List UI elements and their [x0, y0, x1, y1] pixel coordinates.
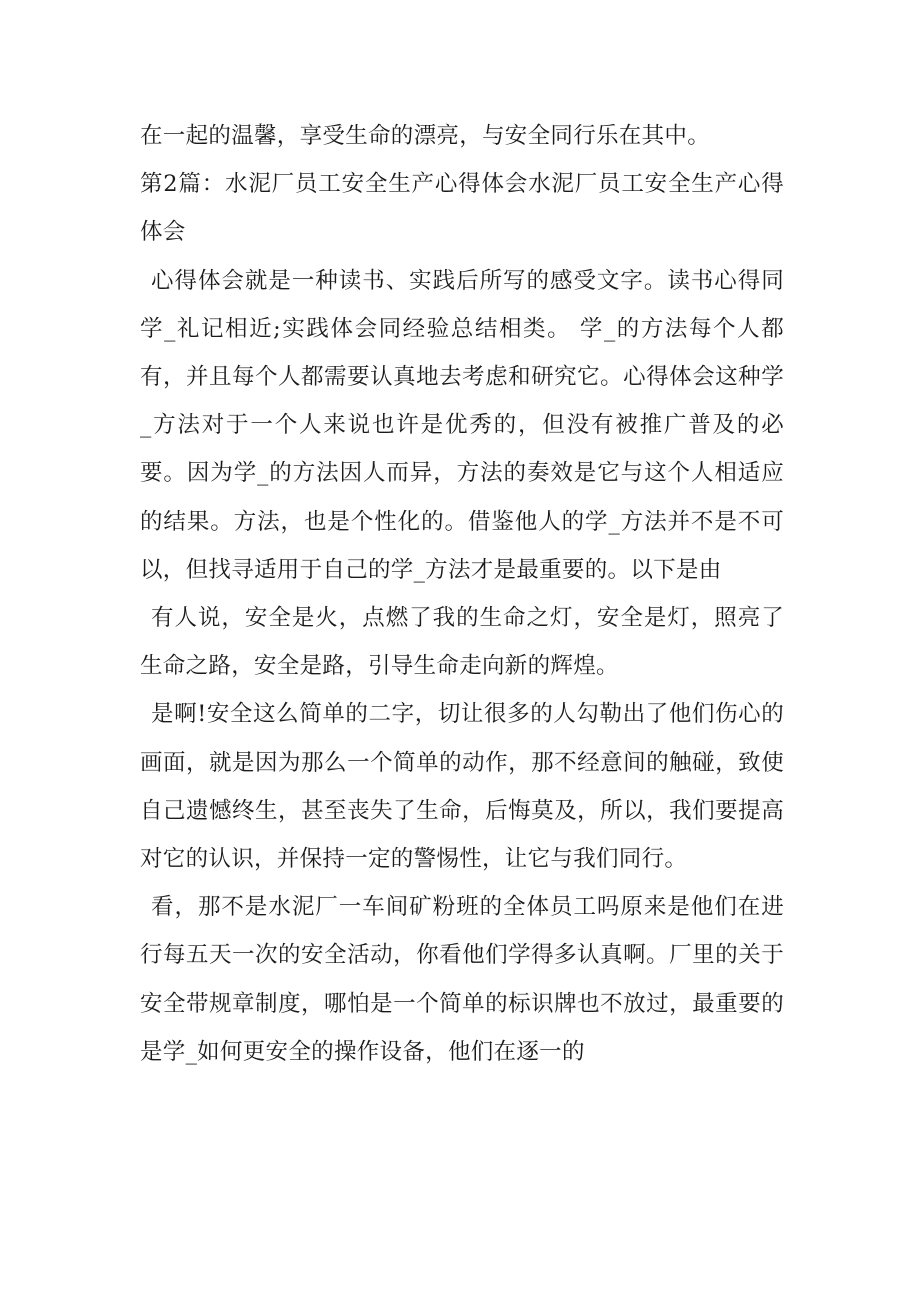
paragraph-continuation: 在一起的温馨，享受生命的漂亮，与安全同行乐在其中。 — [140, 123, 711, 149]
paragraph-intro: 心得体会就是一种读书、实践后所写的感受文字。读书心得同学_礼记相近;实践体会同经验总结相类。 学_的方法每个人都有，并且每个人都需要认真地去考虑和研究它。心得体会这种学_方法对于一个人来说也许是优秀的，但没有被推广普及的必要。因为学_的方法因人而异，方法的奏效是它与这个人相适应的结果。方法，也是个性化的。借鉴他人的学_方法并不是不可以，但找寻适用于自己的学_方法才是最重要的。以下是由 — [140, 267, 784, 583]
section-heading: 第2篇：水泥厂员工安全生产心得体会水泥厂员工安全生产心得体会 — [140, 171, 784, 246]
paragraph-safety-metaphor: 有人说，安全是火，点燃了我的生命之灯，安全是灯，照亮了生命之路，安全是路，引导生命走向新的辉煌。 — [140, 605, 784, 680]
paragraph-reflection: 是啊!安全这么简单的二字，切让很多的人勾勒出了他们伤心的画面，就是因为那么一个简单的动作，那不经意间的触碰，致使自己遗憾终生，甚至丧失了生命，后悔莫及，所以，我们要提高对它的认识，并保持一定的警惕性，让它与我们同行。 — [140, 701, 784, 873]
document-body — [140, 112, 784, 1076]
paragraph-workshop-activity: 看，那不是水泥厂一车间矿粉班的全体员工吗原来是他们在进行每五天一次的安全活动，你看他们学得多认真啊。厂里的关于安全带规章制度，哪怕是一个简单的标识牌也不放过，最重要的是学_如何更安全的操作设备，他们在逐一的 — [140, 894, 784, 1065]
